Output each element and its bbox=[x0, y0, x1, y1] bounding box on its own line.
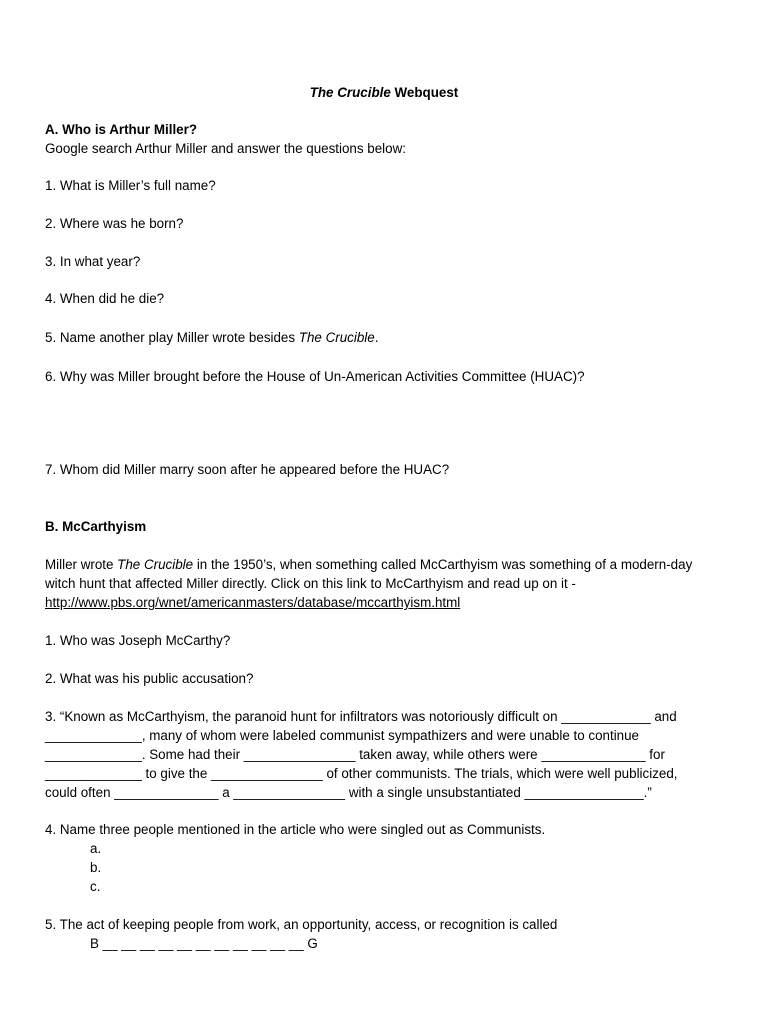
question-b4: 4. Name three people mentioned in the article who were singled out as Communists. bbox=[45, 822, 546, 837]
para-text-cont: in the 1950’s, when something called McCarthyism was something of a modern-day bbox=[193, 557, 693, 572]
page-title bbox=[0, 83, 768, 102]
question-a7: 7. Whom did Miller marry soon after he appeared before the HUAC? bbox=[45, 462, 450, 477]
question-b2: 2. What was his public accusation? bbox=[45, 671, 254, 686]
question-b4-item-a: a. bbox=[90, 841, 102, 856]
question-a5-end: . bbox=[374, 330, 379, 345]
section-a-heading: A. Who is Arthur Miller? bbox=[45, 122, 198, 137]
question-b3-line3: _____________. Some had their _______________ taken away, while others were ______________ for bbox=[45, 747, 665, 762]
question-a4: 4. When did he die? bbox=[45, 291, 165, 306]
title-rest: Webquest bbox=[390, 85, 459, 100]
question-b3-line1: 3. “Known as McCarthyism, the paranoid hunt for infiltrators was notoriously difficult on ____________ and bbox=[45, 709, 677, 724]
section-b-paragraph-line1 bbox=[45, 555, 692, 574]
mccarthyism-link[interactable]: http://www.pbs.org/wnet/americanmasters/database/mccarthyism.html bbox=[45, 595, 461, 610]
question-b5: 5. The act of keeping people from work, an opportunity, access, or recognition is called bbox=[45, 917, 558, 932]
question-a5-text: 5. Name another play Miller wrote besides bbox=[45, 330, 299, 345]
section-b-heading: B. McCarthyism bbox=[45, 519, 147, 534]
section-b-paragraph-line2: witch hunt that affected Miller directly. Click on this link to McCarthyism and read up on it - bbox=[45, 576, 576, 591]
question-a5-italic: The Crucible bbox=[298, 330, 375, 345]
question-b3-line4: _____________ to give the _______________ of other communists. The trials, which were well publicized, bbox=[45, 766, 678, 781]
mccarthyism-link-line bbox=[45, 593, 460, 612]
question-a5 bbox=[45, 328, 378, 347]
para-text: Miller wrote bbox=[45, 557, 118, 572]
question-a6: 6. Why was Miller brought before the House of Un-American Activities Committee (HUAC)? bbox=[45, 369, 585, 384]
question-b3-line2: _____________, many of whom were labeled communist sympathizers and were unable to continue bbox=[45, 728, 640, 743]
para-italic: The Crucible bbox=[117, 557, 194, 572]
question-b5-blank: B __ __ __ __ __ __ __ __ __ __ __ G bbox=[90, 936, 318, 951]
section-a-intro: Google search Arthur Miller and answer the questions below: bbox=[45, 141, 406, 156]
question-a2: 2. Where was he born? bbox=[45, 216, 184, 231]
question-b1: 1. Who was Joseph McCarthy? bbox=[45, 633, 231, 648]
question-b3-line5: could often ______________ a _______________ with a single unsubstantiated ________________.” bbox=[45, 785, 652, 800]
question-a1: 1. What is Miller’s full name? bbox=[45, 178, 216, 193]
question-b4-item-c: c. bbox=[90, 879, 101, 894]
question-b4-item-b: b. bbox=[90, 860, 102, 875]
title-italic: The Crucible bbox=[309, 85, 391, 100]
question-a3: 3. In what year? bbox=[45, 254, 141, 269]
